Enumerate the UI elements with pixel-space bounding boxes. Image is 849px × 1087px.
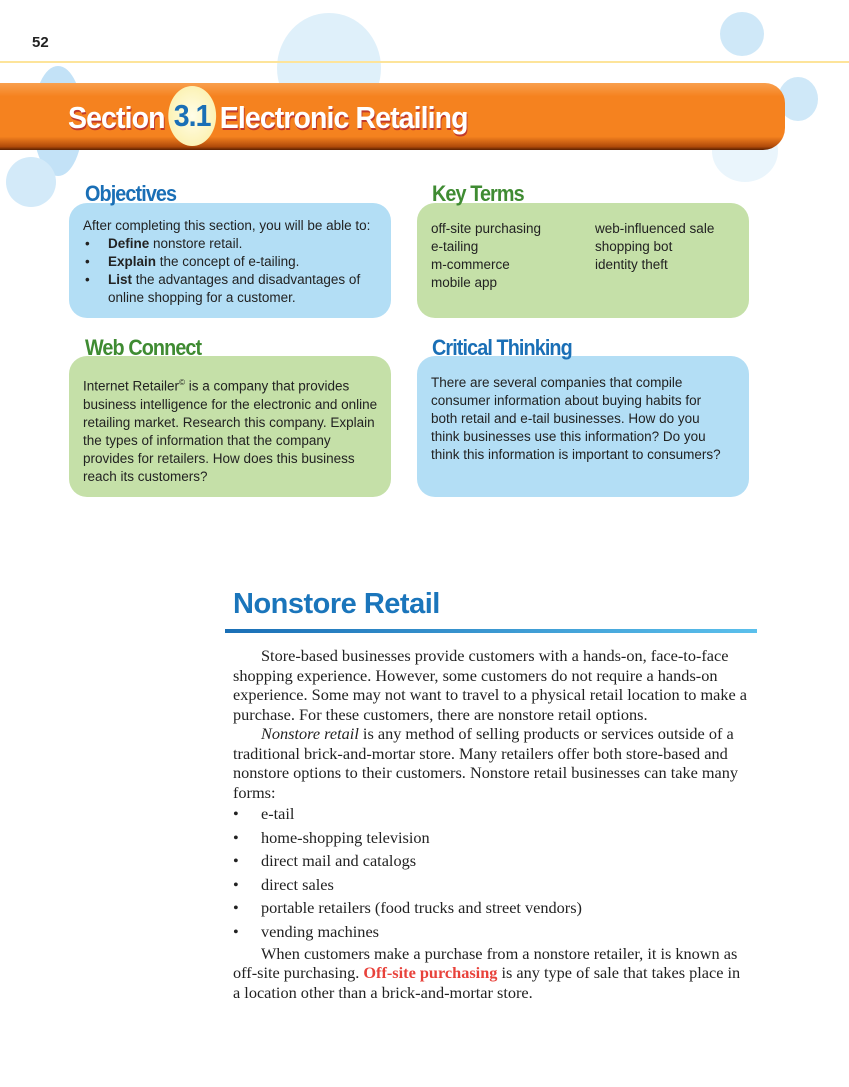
key-term: web-influenced sale [595, 221, 715, 236]
list-item: • direct sales [233, 873, 749, 897]
critical-thinking-box: There are several companies that compile consumer information about buying habits for both retail and e-tail businesses. How do you think businesses use this information? Do you think this information is important to consumers? [417, 356, 749, 497]
list-item: • vending machines [233, 920, 749, 944]
web-connect-box: Internet Retailer© is a company that provides business intelligence for the electronic and online retailing market. Research this company. Explain the types of information that the company provides for retailers. How does this business reach its customers? [69, 356, 391, 497]
key-term: identity theft [595, 257, 668, 272]
body-text [233, 646, 749, 1002]
list-item: • direct mail and catalogs [233, 849, 749, 873]
paragraph: Store-based businesses provide customers with a hands-on, face-to-face shopping experience. However, some customers do not require a hands-on experience. Some may not want to travel to a physical retail location to make a purchase. For these customers, there are nonstore retail options. [233, 646, 748, 724]
heading-rule [225, 629, 757, 633]
decor-bubble [6, 157, 56, 207]
key-term: e-tailing [431, 239, 479, 254]
key-term: m-commerce [431, 257, 510, 272]
objectives-heading: Objectives [85, 181, 177, 206]
forms-list [233, 802, 749, 944]
key-terms-heading: Key Terms [432, 181, 524, 206]
objective-item: • List the advantages and disadvantages of online shopping for a customer. [83, 271, 388, 307]
objectives-box: After completing this section, you will be able to: • Define nonstore retail. • Explain the concept of e-tailing. • List the advantages and disadvantages of online shopping for a customer. [69, 203, 391, 318]
objective-item: • Define nonstore retail. [83, 235, 388, 253]
objective-item: • Explain the concept of e-tailing. [83, 253, 388, 271]
paragraph: Nonstore retail is any method of selling products or services outside of a traditional brick-and-mortar store. Many retailers offer both store-based and nonstore options to their customers. Nonstore retail businesses can take many forms: [233, 724, 739, 802]
section-title: Section 3.1 Electronic Retailing [68, 100, 468, 136]
list-item: • home-shopping television [233, 826, 749, 850]
web-connect-heading: Web Connect [85, 335, 202, 360]
key-term-highlight: Off-site purchasing [363, 963, 498, 983]
critical-thinking-heading: Critical Thinking [432, 335, 572, 360]
list-item: • e-tail [233, 802, 749, 826]
paragraph: When customers make a purchase from a nonstore retailer, it is known as off-site purchasing. Off-site purchasing is any type of sale that takes place in a location other than a brick-and-mortar store. [233, 943, 741, 1002]
header-divider [0, 61, 849, 63]
section-number-badge: 3.1 [168, 86, 216, 146]
key-term: mobile app [431, 275, 498, 290]
page-number: 52 [32, 34, 49, 51]
main-heading: Nonstore Retail [233, 588, 440, 620]
key-terms-box [417, 203, 749, 318]
key-term: off-site purchasing [431, 221, 542, 236]
decor-bubble [720, 12, 764, 56]
list-item: • portable retailers (food trucks and street vendors) [233, 896, 749, 920]
key-term: shopping bot [595, 239, 673, 254]
